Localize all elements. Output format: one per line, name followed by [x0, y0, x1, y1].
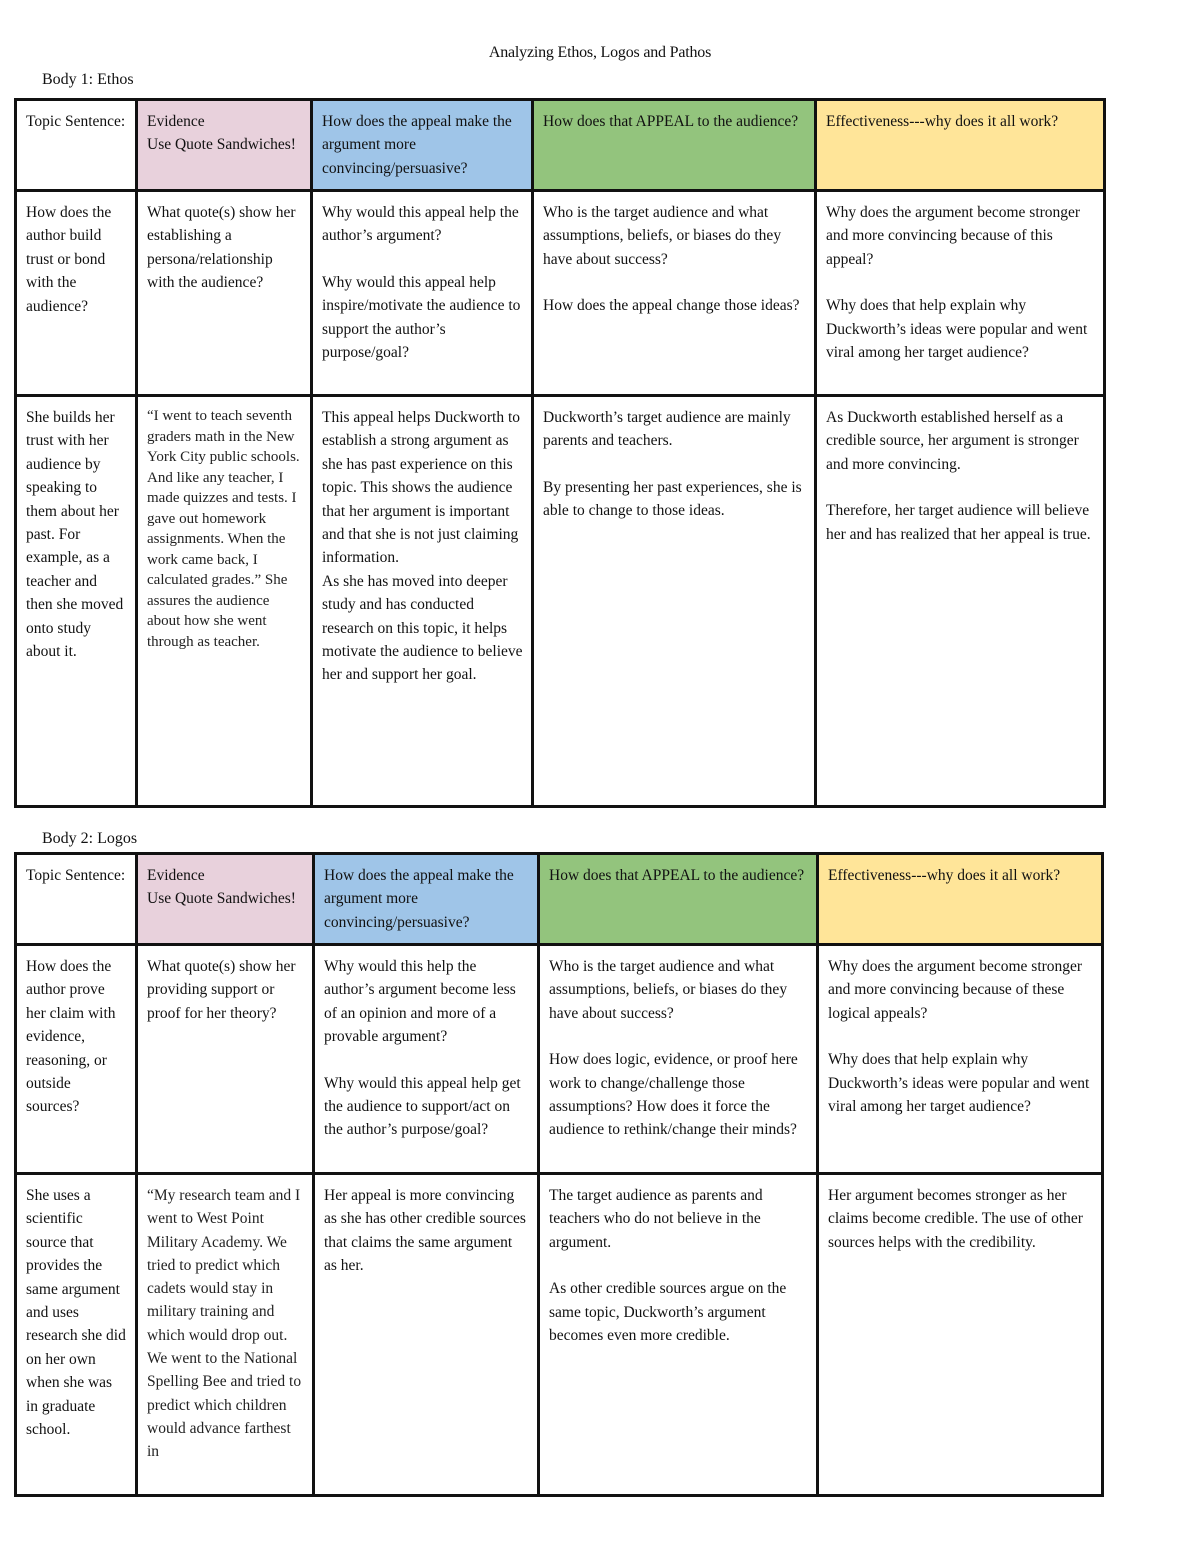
answer-text: Duckworth’s target audience are mainly parents and teachers.: [543, 409, 791, 450]
section-label-ethos: Body 1: Ethos: [42, 71, 134, 88]
answer-row: [16, 396, 1105, 807]
prompt-text: What quote(s) show her providing support or proof for her theory?: [147, 958, 296, 1022]
answer-cell: [314, 1174, 539, 1496]
answer-cell: [137, 396, 312, 807]
prompt-text: Why does the argument become stronger and more convincing because of this appeal?: [826, 204, 1081, 268]
header-effectiveness: [818, 854, 1103, 945]
header-text: How does the appeal make the argument more convincing/persuasive?: [322, 113, 512, 177]
prompt-cell: [818, 945, 1103, 1174]
answer-text: She builds her trust with her audience by speaking to them about her past. For example, as a teacher and then she moved onto study about it.: [26, 409, 124, 661]
prompt-text: Why does that help explain why Duckworth’s ideas were popular and went viral among her target audience?: [826, 297, 1088, 362]
header-text: How does that APPEAL to the audience?: [549, 867, 805, 884]
header-evidence: [137, 100, 312, 191]
header-row: [16, 100, 1105, 191]
header-text: Topic Sentence:: [26, 867, 126, 884]
prompt-cell: [16, 945, 137, 1174]
answer-cell: [16, 396, 137, 807]
prompt-text: How does the author prove her claim with evidence, reasoning, or outside sources?: [26, 958, 116, 1116]
prompt-cell: [137, 945, 314, 1174]
answer-cell: [16, 1174, 137, 1496]
answer-text: This appeal helps Duckworth to establish a strong argument as she has past experience on this topic. This shows the audience that her argument is important and that she is not just claiming information. As she has moved into deeper study and has conducted research on this topic, it helps motivate the audience to believe her and support her goal.: [322, 409, 523, 684]
prompt-text: Why would this appeal help the author’s argument?: [322, 204, 519, 245]
prompt-text: Why would this appeal help get the audience to support/act on the author’s purpose/goal?: [324, 1074, 521, 1139]
prompt-text: Why would this appeal help inspire/motivate the audience to support the author’s purpose/goal?: [322, 273, 521, 362]
prompt-cell: [539, 945, 818, 1174]
section-label-logos: Body 2: Logos: [42, 830, 138, 847]
answer-text: “I went to teach seventh graders math in the New York City public schools. And like any teacher, I made quizzes and tests. I gave out homework assignments. When the work came back, I calculated grades.” She assures the audience about how she went through as teacher.: [147, 408, 300, 650]
answer-text: The target audience as parents and teachers who do not believe in the argument.: [549, 1187, 763, 1251]
header-topic: [16, 854, 137, 945]
answer-cell: [312, 396, 533, 807]
answer-cell: [816, 396, 1105, 807]
answer-text: As other credible sources argue on the same topic, Duckworth’s argument becomes even more credible.: [549, 1280, 787, 1345]
header-text: Evidence Use Quote Sandwiches!: [147, 113, 296, 154]
header-audience-appeal: [533, 100, 816, 191]
prompt-cell: [312, 191, 533, 396]
prompt-text: Why would this help the author’s argument become less of an opinion and more of a provable argument?: [324, 958, 516, 1046]
prompt-text: How does logic, evidence, or proof here work to change/challenge those assumptions? How does it force the audience to rethink/change their minds?: [549, 1051, 798, 1139]
prompt-text: Who is the target audience and what assumptions, beliefs, or biases do they have about success?: [543, 204, 782, 268]
answer-text: By presenting her past experiences, she is able to change to those ideas.: [543, 478, 802, 520]
prompt-text: Why does that help explain why Duckworth’s ideas were popular and went viral among her target audience?: [828, 1051, 1090, 1116]
header-text: Effectiveness---why does it all work?: [826, 113, 1059, 130]
header-topic: [16, 100, 137, 191]
answer-text: Her appeal is more convincing as she has other credible sources that claims the same argument as her.: [324, 1187, 526, 1275]
ethos-table: [14, 98, 1106, 808]
header-convincing: [312, 100, 533, 191]
answer-cell: [137, 1174, 314, 1496]
header-convincing: [314, 854, 539, 945]
header-text: Topic Sentence:: [26, 113, 126, 130]
header-text: Effectiveness---why does it all work?: [828, 867, 1061, 884]
answer-text: Her argument becomes stronger as her claims become credible. The use of other sources helps with the credibility.: [828, 1187, 1083, 1251]
prompt-row: [16, 191, 1105, 396]
header-text: How does that APPEAL to the audience?: [543, 113, 799, 130]
answer-cell: [818, 1174, 1103, 1496]
logos-table: [14, 852, 1104, 1497]
prompt-text: Who is the target audience and what assumptions, beliefs, or biases do they have about success?: [549, 958, 788, 1022]
header-text: Evidence Use Quote Sandwiches!: [147, 867, 296, 908]
answer-text: She uses a scientific source that provides the same argument and uses research she did on her own when she was in graduate school.: [26, 1187, 126, 1439]
answer-text: Therefore, her target audience will believe her and has realized that her appeal is true.: [826, 502, 1091, 543]
prompt-cell: [16, 191, 137, 396]
answer-row: [16, 1174, 1103, 1496]
answer-text: “My research team and I went to West Point Military Academy. We tried to predict which cadets would stay in military training and which would drop out. We went to the National Spelling Bee and tried to predict which children would advance farthest in: [147, 1187, 302, 1461]
prompt-text: What quote(s) show her establishing a persona/relationship with the audience?: [147, 204, 296, 292]
header-effectiveness: [816, 100, 1105, 191]
prompt-text: How does the author build trust or bond with the audience?: [26, 204, 112, 315]
prompt-cell: [816, 191, 1105, 396]
header-audience-appeal: [539, 854, 818, 945]
header-evidence: [137, 854, 314, 945]
header-text: How does the appeal make the argument more convincing/persuasive?: [324, 867, 514, 931]
answer-cell: [539, 1174, 818, 1496]
answer-cell: [533, 396, 816, 807]
prompt-cell: [314, 945, 539, 1174]
prompt-text: Why does the argument become stronger and more convincing because of these logical appeals?: [828, 958, 1083, 1022]
header-row: [16, 854, 1103, 945]
prompt-cell: [533, 191, 816, 396]
prompt-text: How does the appeal change those ideas?: [543, 297, 800, 315]
document-title: Analyzing Ethos, Logos and Pathos: [488, 44, 712, 61]
prompt-cell: [137, 191, 312, 396]
answer-text: As Duckworth established herself as a credible source, her argument is stronger and more convincing.: [826, 409, 1079, 473]
prompt-row: [16, 945, 1103, 1174]
